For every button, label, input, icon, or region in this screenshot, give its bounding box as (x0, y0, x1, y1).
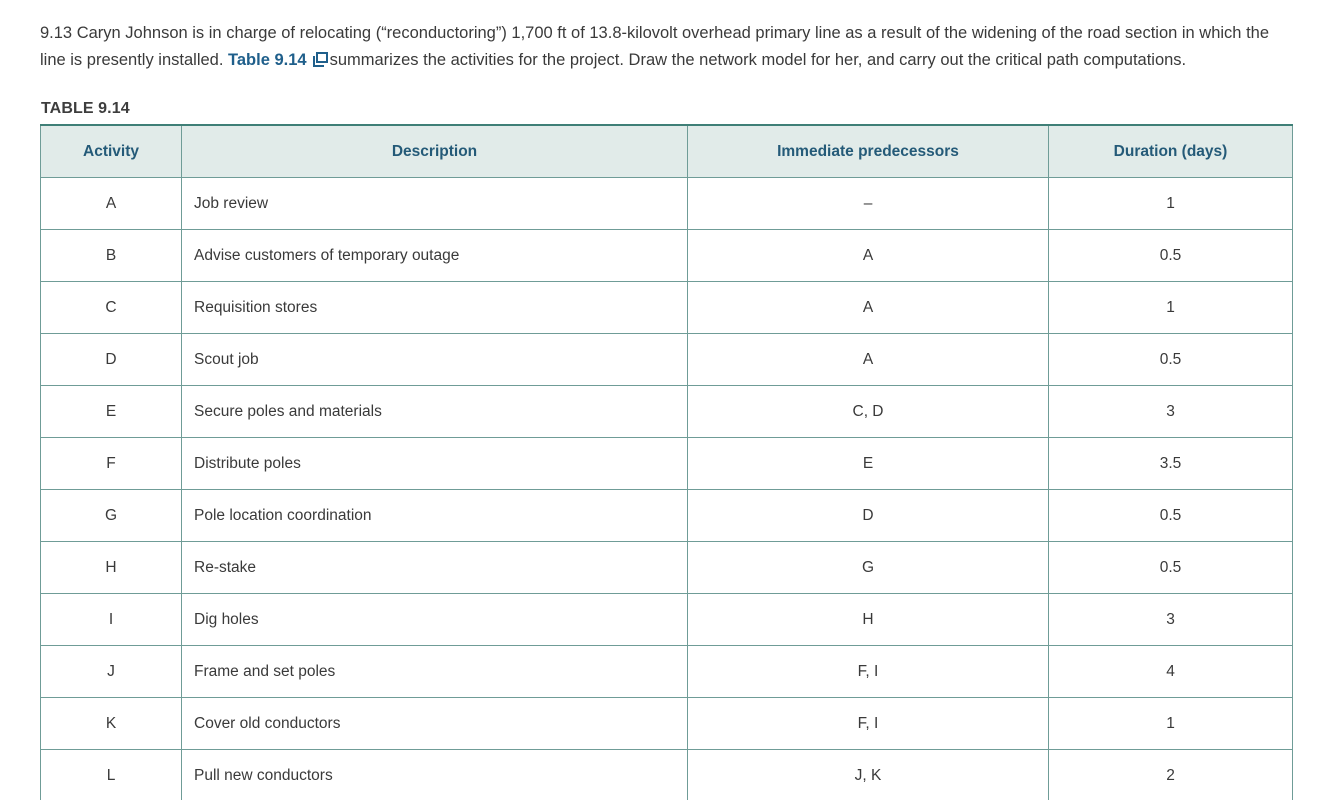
table-link-label: Table 9.14 (228, 50, 307, 69)
cell-description: Requisition stores (182, 282, 688, 334)
cell-activity: B (41, 230, 182, 282)
cell-duration: 3 (1049, 386, 1293, 438)
cell-description: Dig holes (182, 594, 688, 646)
table-row (41, 698, 1293, 750)
cell-activity: D (41, 334, 182, 386)
cell-duration: 0.5 (1049, 230, 1293, 282)
cell-duration: 1 (1049, 698, 1293, 750)
cell-predecessors: J, K (688, 750, 1049, 800)
table-body (41, 178, 1293, 800)
table-title: TABLE 9.14 (41, 100, 130, 117)
table-row (41, 178, 1293, 230)
problem-statement (40, 20, 1292, 74)
cell-activity: K (41, 698, 182, 750)
cell-activity: C (41, 282, 182, 334)
cell-activity: J (41, 646, 182, 698)
cell-description: Distribute poles (182, 438, 688, 490)
table-link[interactable] (228, 51, 330, 69)
table-row (41, 750, 1293, 800)
table-row (41, 542, 1293, 594)
cell-activity: A (41, 178, 182, 230)
cell-duration: 1 (1049, 282, 1293, 334)
cell-predecessors: G (688, 542, 1049, 594)
cell-predecessors: A (688, 230, 1049, 282)
cell-duration: 0.5 (1049, 542, 1293, 594)
table-row (41, 386, 1293, 438)
table-header-row (41, 125, 1293, 178)
cell-description: Scout job (182, 334, 688, 386)
column-header-activity: Activity (41, 125, 182, 178)
cell-predecessors: E (688, 438, 1049, 490)
cell-duration: 3.5 (1049, 438, 1293, 490)
cell-predecessors: A (688, 282, 1049, 334)
cell-description: Job review (182, 178, 688, 230)
popup-window-icon[interactable] (313, 52, 328, 67)
cell-activity: G (41, 490, 182, 542)
cell-description: Frame and set poles (182, 646, 688, 698)
activities-table (40, 124, 1293, 800)
cell-predecessors: H (688, 594, 1049, 646)
cell-activity: F (41, 438, 182, 490)
table-row (41, 594, 1293, 646)
cell-activity: I (41, 594, 182, 646)
problem-text-before: 9.13 Caryn Johnson is in charge of relocating (“reconductoring”) 1,700 ft of 13.8-kilovolt overhead primary line as a result of the widening of the road section in which the line is presently installed. (40, 23, 1270, 69)
cell-predecessors: – (688, 178, 1049, 230)
cell-duration: 0.5 (1049, 334, 1293, 386)
table-row (41, 438, 1293, 490)
cell-duration: 2 (1049, 750, 1293, 800)
cell-description: Advise customers of temporary outage (182, 230, 688, 282)
cell-predecessors: A (688, 334, 1049, 386)
table-row (41, 230, 1293, 282)
cell-duration: 3 (1049, 594, 1293, 646)
cell-description: Secure poles and materials (182, 386, 688, 438)
column-header-duration: Duration (days) (1049, 125, 1293, 178)
cell-description: Pole location coordination (182, 490, 688, 542)
cell-description: Pull new conductors (182, 750, 688, 800)
cell-activity: H (41, 542, 182, 594)
problem-text-after: summarizes the activities for the project. Draw the network model for her, and carry out the critical path computations. (329, 50, 1187, 69)
table-row (41, 490, 1293, 542)
cell-activity: E (41, 386, 182, 438)
cell-predecessors: D (688, 490, 1049, 542)
table-row (41, 334, 1293, 386)
cell-duration: 4 (1049, 646, 1293, 698)
column-header-predecessors: Immediate predecessors (688, 125, 1049, 178)
cell-activity: L (41, 750, 182, 800)
column-header-description: Description (182, 125, 688, 178)
cell-description: Cover old conductors (182, 698, 688, 750)
cell-duration: 0.5 (1049, 490, 1293, 542)
cell-predecessors: C, D (688, 386, 1049, 438)
cell-predecessors: F, I (688, 698, 1049, 750)
table-row (41, 282, 1293, 334)
cell-predecessors: F, I (688, 646, 1049, 698)
table-row (41, 646, 1293, 698)
cell-duration: 1 (1049, 178, 1293, 230)
cell-description: Re-stake (182, 542, 688, 594)
